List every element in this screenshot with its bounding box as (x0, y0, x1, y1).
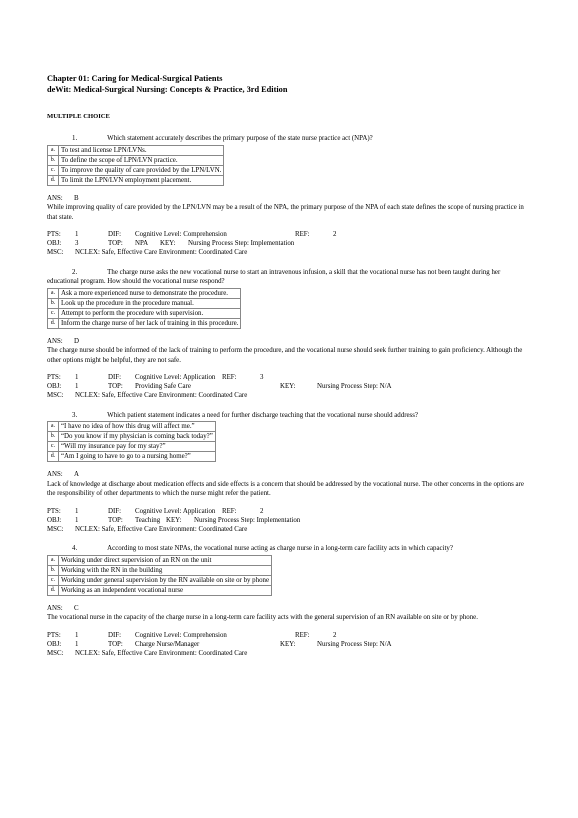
answer-line (47, 604, 531, 614)
ans-label: ANS: (47, 604, 63, 612)
option-text: Inform the charge nurse of her lack of training in this procedure. (59, 318, 241, 328)
question-text: The charge nurse asks the new vocational nurse to start an intravenous infusion, a skill that the vocational nurse has not been taught during her educational program. How should the vocational nurse respond? (47, 268, 501, 286)
ref-value: 3 (260, 374, 264, 382)
rationale: The charge nurse should be informed of the lack of training to perform the procedure, and the vocational nurse should seek further training to gain proficiency. Although the other options might be helpful, they are not safe. (47, 347, 523, 364)
options-table (47, 145, 224, 186)
pts-value: 1 (75, 507, 79, 515)
ref-value: 2 (333, 631, 337, 639)
option-text: Ask a more experienced nurse to demonstrate the procedure. (59, 288, 241, 298)
msc-value: NCLEX: Safe, Effective Care Environment: Coordinated Care (75, 650, 248, 658)
option-row (48, 452, 216, 462)
option-text: Look up the procedure in the procedure manual. (59, 298, 241, 308)
option-row (48, 165, 224, 175)
option-text: “I have no idea of how this drug will affect me.” (59, 422, 216, 432)
msc-label: MSC: (47, 650, 64, 658)
question-block (47, 544, 531, 658)
option-row (48, 575, 272, 585)
key-value: Nursing Process Step: N/A (317, 383, 392, 391)
ans-label: ANS: (47, 194, 63, 202)
option-letter: b. (48, 432, 59, 442)
ans-label: ANS: (47, 471, 63, 479)
option-text: Working under general supervision by the RN available on site or by phone (59, 575, 272, 585)
options-table (47, 288, 241, 329)
rationale: The vocational nurse in the capacity of the charge nurse in a long-term care facility acts with the general supervision of an RN available on site or by phone. (47, 614, 478, 622)
option-text: Working with the RN in the building (59, 565, 272, 575)
question-number: 2. (72, 268, 78, 276)
question-block (47, 411, 531, 535)
question-stem (47, 411, 531, 421)
answer-line (47, 194, 531, 204)
section-heading: MULTIPLE CHOICE (47, 113, 110, 120)
question-stem (47, 544, 531, 554)
answer-line (47, 337, 531, 347)
dif-value: Cognitive Level: Comprehension (135, 631, 227, 639)
question-metadata (47, 230, 531, 258)
option-row (48, 155, 224, 165)
ref-label: REF: (295, 231, 310, 238)
msc-value: NCLEX: Safe, Effective Care Environment: Coordinated Care (75, 392, 248, 400)
options-table (47, 421, 216, 462)
msc-value: NCLEX: Safe, Effective Care Environment: Coordinated Care (75, 249, 248, 257)
obj-label: OBJ: (47, 640, 62, 648)
option-letter: c. (48, 308, 59, 318)
answer-letter: A (74, 471, 79, 479)
option-text: To define the scope of LPN/LVN practice. (59, 155, 224, 165)
msc-label: MSC: (47, 526, 64, 533)
document-page (47, 73, 531, 658)
pts-label: PTS: (47, 231, 61, 238)
top-value: Providing Safe Care (135, 383, 191, 391)
dif-value: Cognitive Level: Comprehension (135, 231, 227, 238)
option-text: To limit the LPN/LVN employment placement. (59, 175, 224, 185)
key-label: KEY: (160, 240, 176, 248)
obj-value: 1 (75, 516, 79, 524)
key-value: Nursing Process Step: Implementation (188, 240, 295, 248)
ref-value: 2 (260, 507, 264, 515)
pts-value: 1 (75, 374, 79, 382)
question-number: 1. (72, 135, 78, 142)
option-letter: b. (48, 155, 59, 165)
option-row (48, 442, 216, 452)
pts-label: PTS: (47, 374, 61, 382)
option-letter: a. (48, 555, 59, 565)
pts-label: PTS: (47, 507, 61, 515)
top-value: Teaching (135, 516, 161, 524)
option-row (48, 145, 224, 155)
ans-label: ANS: (47, 337, 63, 345)
question-text: Which patient statement indicates a need for further discharge teaching that the vocational nurse should address? (107, 411, 418, 419)
question-block (47, 134, 531, 258)
answer-letter: C (74, 604, 79, 612)
option-text: Attempt to perform the procedure with supervision. (59, 308, 241, 318)
option-letter: c. (48, 575, 59, 585)
answer-letter: D (74, 337, 79, 345)
chapter-title: Chapter 01: Caring for Medical-Surgical Patients (47, 74, 223, 83)
question-metadata (47, 373, 531, 401)
option-letter: b. (48, 298, 59, 308)
msc-label: MSC: (47, 249, 64, 257)
option-row (48, 175, 224, 185)
msc-label: MSC: (47, 392, 64, 400)
key-label: KEY: (280, 640, 296, 648)
question-number: 3. (72, 411, 78, 419)
top-value: Charge Nurse/Manager (135, 640, 200, 648)
option-row (48, 422, 216, 432)
option-row (48, 318, 241, 328)
question-metadata (47, 507, 531, 535)
dif-label: DIF: (108, 374, 122, 382)
ref-label: REF: (222, 374, 237, 382)
msc-value: NCLEX: Safe, Effective Care Environment: Coordinated Care (75, 526, 248, 533)
dif-label: DIF: (108, 507, 122, 515)
question-number: 4. (72, 545, 78, 553)
ref-label: REF: (295, 631, 310, 639)
option-text: To test and license LPN/LVNs. (59, 145, 224, 155)
option-row (48, 565, 272, 575)
option-letter: d. (48, 318, 59, 328)
book-title: deWit: Medical-Surgical Nursing: Concepts & Practice, 3rd Edition (47, 85, 288, 94)
ref-label: REF: (222, 507, 237, 515)
pts-value: 1 (75, 631, 79, 639)
option-text: Working as an independent vocational nurse (59, 585, 272, 595)
top-value: NPA (135, 240, 149, 248)
dif-value: Cognitive Level: Application (135, 507, 216, 515)
key-value: Nursing Process Step: N/A (317, 640, 392, 648)
option-letter: c. (48, 442, 59, 452)
option-letter: a. (48, 288, 59, 298)
option-letter: d. (48, 452, 59, 462)
rationale: Lack of knowledge at discharge about medication effects and side effects is a concern that should be addressed by the vocational nurse. The other concerns in the options are the responsibility of other departments to which the nurse might refer the patient. (47, 480, 524, 498)
option-text: “Will my insurance pay for my stay?” (59, 442, 216, 452)
question-metadata (47, 631, 531, 659)
obj-value: 1 (75, 383, 79, 391)
dif-value: Cognitive Level: Application (135, 374, 216, 382)
question-stem (47, 268, 531, 287)
top-label: TOP: (108, 240, 123, 248)
obj-label: OBJ: (47, 240, 62, 248)
option-text: “Do you know if my physician is coming back today?” (59, 432, 216, 442)
option-letter: b. (48, 565, 59, 575)
question-block (47, 268, 531, 401)
options-table (47, 555, 272, 596)
option-text: To improve the quality of care provided by the LPN/LVN. (59, 165, 224, 175)
option-letter: a. (48, 145, 59, 155)
key-label: KEY: (166, 516, 182, 524)
option-row (48, 298, 241, 308)
ref-value: 2 (333, 231, 337, 238)
obj-label: OBJ: (47, 383, 62, 391)
option-letter: c. (48, 165, 59, 175)
option-row (48, 308, 241, 318)
option-row (48, 432, 216, 442)
question-text: Which statement accurately describes the primary purpose of the state nurse practice act (NPA)? (107, 135, 373, 142)
option-letter: d. (48, 585, 59, 595)
key-label: KEY: (280, 383, 296, 391)
question-stem (47, 134, 531, 144)
answer-line (47, 470, 531, 480)
option-letter: a. (48, 422, 59, 432)
pts-value: 1 (75, 231, 79, 238)
question-text: According to most state NPAs, the vocational nurse acting as charge nurse in a long-term care facility acts in which capacity? (107, 545, 453, 553)
top-label: TOP: (108, 640, 123, 648)
dif-label: DIF: (108, 631, 122, 639)
question-list (47, 134, 531, 658)
option-row (48, 288, 241, 298)
rationale: While improving quality of care provided by the LPN/LVN may be a result of the NPA, the primary purpose of the NPA of each state defines the scope of nursing practice in that state. (47, 204, 524, 221)
answer-letter: B (74, 194, 79, 202)
option-row (48, 555, 272, 565)
option-text: Working under direct supervision of an RN on the unit (59, 555, 272, 565)
obj-value: 3 (75, 240, 79, 248)
obj-value: 1 (75, 640, 79, 648)
option-letter: d. (48, 175, 59, 185)
dif-label: DIF: (108, 231, 122, 238)
top-label: TOP: (108, 383, 123, 391)
option-text: “Am I going to have to go to a nursing home?” (59, 452, 216, 462)
top-label: TOP: (108, 516, 123, 524)
option-row (48, 585, 272, 595)
pts-label: PTS: (47, 631, 61, 639)
key-value: Nursing Process Step: Implementation (194, 516, 301, 524)
obj-label: OBJ: (47, 516, 62, 524)
